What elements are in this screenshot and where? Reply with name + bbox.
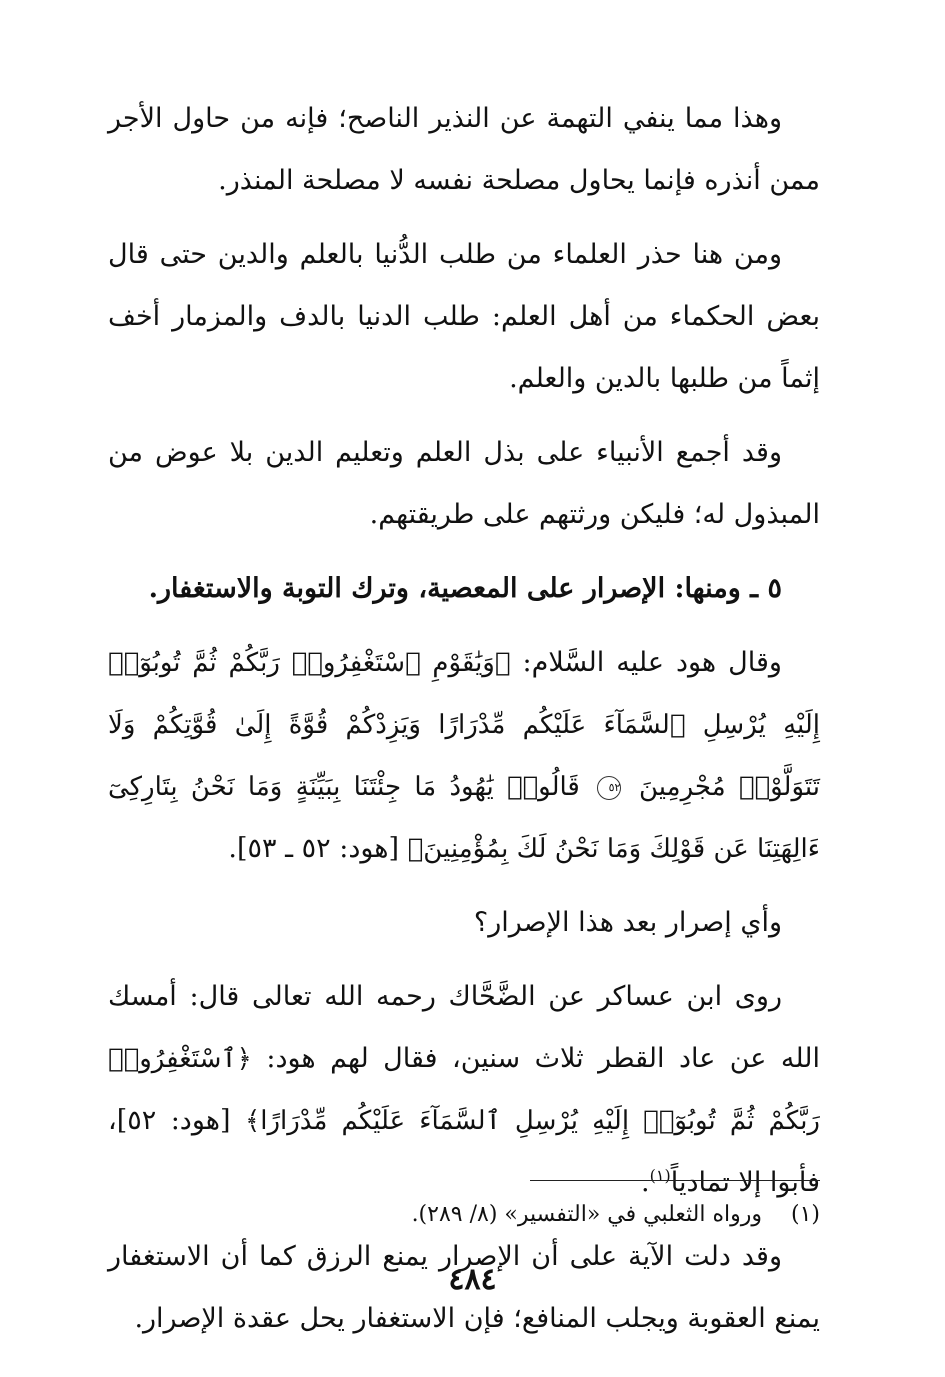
paragraph-4-intro: وقال هود عليه السَّلام: <box>522 647 782 678</box>
paragraph-6-text: روى ابن عساكر عن الضَّحَّاك رحمه الله تعالى قال: أمسك الله عن عاد القطر ثلاث سنين، فقال لهم هود: <box>108 981 820 1074</box>
page-body <box>108 88 820 1362</box>
paragraph-4 <box>108 632 820 880</box>
footnote-reference[interactable]: (١) <box>649 1166 671 1185</box>
quran-verse-quote: ﴿ٱسْتَغْفِرُوا۟ رَبَّكُمْ ثُمَّ تُوبُوٓا۟ إِلَيْهِ يُرْسِلِ ٱلسَّمَآءَ عَلَيْكُم مِّدْرَارًا﴾ <box>108 1044 820 1136</box>
footnote <box>120 1198 820 1232</box>
quran-verse-53: قَالُوا۟ يَٰهُودُ مَا جِئْتَنَا بِبَيِّنَةٍ وَمَا نَحْنُ بِتَارِكِىٓ ءَالِهَتِنَا عَن قَوْلِكَ وَمَا نَحْنُ لَكَ بِمُؤْمِنِينَ﴾ <box>108 772 820 864</box>
period: . <box>641 1167 650 1198</box>
footnote-divider <box>530 1180 820 1181</box>
paragraph-5: وأي إصرار بعد هذا الإصرار؟ <box>473 907 782 938</box>
section-heading: ٥ ـ ومنها: الإصرار على المعصية، وترك التوبة والاستغفار. <box>148 573 782 604</box>
verse-reference: [هود: ٥٢ ـ ٥٣]. <box>228 833 400 864</box>
footnote-number: (١) <box>790 1202 820 1227</box>
footnote-text: ورواه الثعلبي في «التفسير» (٨/ ٢٨٩). <box>411 1202 762 1227</box>
paragraph-3: وقد أجمع الأنبياء على بذل العلم وتعليم الدين بلا عوض من المبذول له؛ فليكن ورثتهم على طريقتهم. <box>108 437 820 530</box>
paragraph-1: وهذا مما ينفي التهمة عن النذير الناصح؛ فإنه من حاول الأجر ممن أنذره فإنما يحاول مصلحة نفسه لا مصلحة المنذر. <box>108 103 820 196</box>
paragraph-7: وقد دلت الآية على أن الإصرار يمنع الرزق كما أن الاستغفار يمنع العقوبة ويجلب المنافع؛ فإن الاستغفار يحل عقدة الإصرار. <box>108 1241 820 1334</box>
paragraph-6 <box>108 966 820 1214</box>
paragraph-2: ومن هنا حذر العلماء من طلب الدُّنيا بالعلم والدين حتى قال بعض الحكماء من أهل العلم: طلب الدنيا بالدف والمزمار أخف إثماً من طلبها بالدين والعلم. <box>108 239 820 394</box>
paragraph-6-reference: [هود: ٥٢]، فأبوا إلا تمادياً <box>108 1105 820 1198</box>
verse-number-marker: ٥٢ <box>597 776 621 800</box>
quran-verse-52: ﴿وَيَٰقَوْمِ ٱسْتَغْفِرُوا۟ رَبَّكُمْ ثُمَّ تُوبُوٓا۟ إِلَيْهِ يُرْسِلِ ٱلسَّمَآءَ عَلَيْكُم مِّدْرَارًا وَيَزِدْكُمْ قُوَّةً إِلَىٰ قُوَّتِكُمْ وَلَا تَتَوَلَّوْا۟ مُجْرِمِينَ <box>108 648 820 802</box>
page-number: ٤٨٤ <box>448 1262 497 1297</box>
